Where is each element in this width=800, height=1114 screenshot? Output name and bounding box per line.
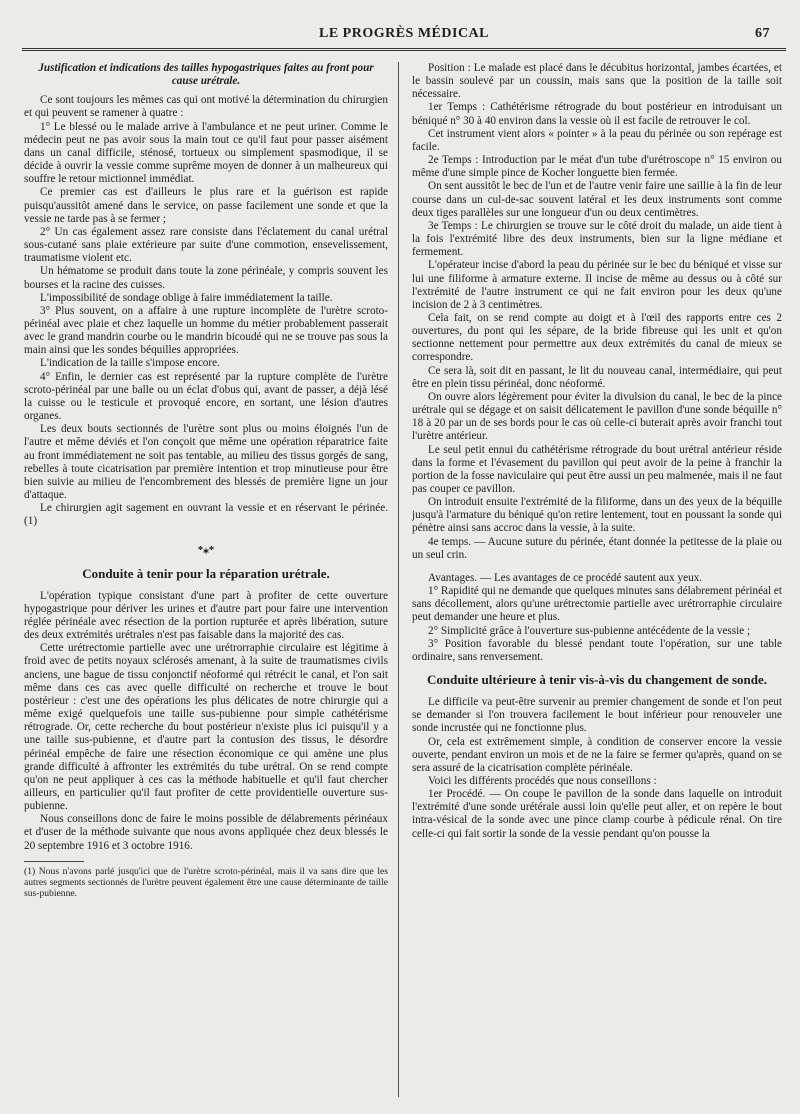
column-rule bbox=[398, 62, 399, 1097]
paragraph: Cette urétrectomie partielle avec une urétrorraphie circulaire est légitime à froid avec de petits noyaux sclérosés amenant, à la suite de traumatismes civils anciens, une bague de tissu conjonctif néoformé qui rétrécit le canal, et l'on sait même dans ces cas avec quelle difficulté on recherche et trouve le bout postérieur : c'est une des opérations les plus délicates de notre chirurgie qui a même exigé quelquefois une taille sus-pubienne pour simple cathétérisme rétrograde. Or, cette recherche du bout postérieur n'existe plus ici puisqu'il y a une taille sus-pubienne, et d'autre part la contusion des tissus, le désordre périnéal empêche de faire une résection économique ce qui amène une plus grande difficulté à affronter les extrémités du tube urétral. On se rend compte qu'on ne peut appliquer à ces cas la méthode habituelle et qu'il faut chercher ailleurs, en particulier qu'il faut profiter de cette providentielle ouverture sus-pubienne. bbox=[24, 642, 388, 813]
section-heading: Conduite à tenir pour la réparation urétrale. bbox=[82, 565, 330, 581]
spacer bbox=[412, 562, 782, 572]
paragraph: On introduit ensuite l'extrémité de la filiforme, dans un des yeux de la béquille jusqu'à l'armature du béniqué qu'on retire lentement, tout en poussant la sonde qui pénètre ainsi sans accroc dans la vessie, à la suite. bbox=[412, 496, 782, 535]
right-column bbox=[412, 62, 782, 841]
paragraph: Or, cela est extrêmement simple, à condition de conserver encore la vessie ouverte, pendant environ un mois et de ne la faire se fermer qu'après, quand on se sera assuré de la cicatrisation complète périnéale. bbox=[412, 735, 782, 774]
paragraph: Cela fait, on se rend compte au doigt et à l'œil des rapports entre ces 2 ouvertures, du pont qui les sépare, de la bride fibreuse qui les unit et qu'on sectionne nettement pour permettre aux deux extrémités du canal de mieux se correspondre. bbox=[412, 311, 782, 364]
paragraph: Position : Le malade est placé dans le décubitus horizontal, jambes écartées, et le bassin soulevé par un coussin, mais sans que la position de la taille soit nécessaire. bbox=[412, 62, 782, 101]
paragraph: 4° Enfin, le dernier cas est représenté par la rupture complète de l'urètre scroto-périnéal par une balle ou un éclat d'obus qui, avant de passer, a déjà lésé la cuisse ou le testicule et provoqué encore, en sortant, une lésion d'autres organes. bbox=[24, 370, 388, 423]
paragraph: Ce sera là, soit dit en passant, le lit du nouveau canal, intermédiaire, qui peut être en plein tissu périnéal, donc néoformé. bbox=[412, 364, 782, 390]
left-column bbox=[24, 62, 388, 899]
paragraph: Cet instrument vient alors « pointer » à la peau du périnée ou son repérage est facile. bbox=[412, 127, 782, 153]
paragraph: 1er Procédé. — On coupe le pavillon de la sonde dans laquelle on introduit l'extrémité d'une sonde urétérale aussi loin qu'elle peut aller, et on repère le bout intra-vésical de la sonde avec une pince clamp courbe à pédicule rénal. On tire celle-ci qui fait sortir la sonde de la vessie pendant qu'on pousse la bbox=[412, 788, 782, 840]
advantages-paragraph: 3° Position favorable du blessé pendant toute l'opération, sur une table ordinaire, sans renversement. bbox=[412, 637, 782, 663]
journal-title: LE PROGRÈS MÉDICAL bbox=[318, 26, 490, 41]
paragraph: Le difficile va peut-être survenir au premier changement de sonde et l'on peut se demander si l'on trouvera facilement le bout inférieur pour renouveler une sonde incrustée qui ne fonctionne plus. bbox=[412, 696, 782, 735]
advantages-paragraph: 2° Simplicité grâce à l'ouverture sus-pubienne antécédente de la vessie ; bbox=[428, 624, 751, 637]
paragraph: 2e Temps : Introduction par le méat d'un tube d'urétroscope n° 15 environ ou même d'une simple pince de Kocher longuette bien fermée. bbox=[412, 154, 782, 180]
paragraph: On ouvre alors légèrement pour éviter la divulsion du canal, le bec de la pince urétrale qui se dégage et on saisit délicatement le pavillon d'une sonde béquille n° 18 à 20 par un de ses bords pour le cas où celle-ci buterait après avoir franchi tout l'urètre antérieur. bbox=[412, 390, 782, 443]
advantages-paragraph: Avantages. — Les avantages de ce procédé sautent aux yeux. bbox=[428, 571, 703, 584]
paragraph: Un hématome se produit dans toute la zone périnéale, y compris souvent les bourses et la racine des cuisses. bbox=[24, 265, 388, 291]
paragraph: Nous conseillons donc de faire le moins possible de délabrements périnéaux et d'user de la méthode suivante que nous avons appliquée chez deux blessés le 20 septembre 1916 et 3 octobre 1916. bbox=[24, 813, 388, 852]
paragraph: 4e temps. — Aucune suture du périnée, étant donnée la petitesse de la plaie ou un seul crin. bbox=[412, 535, 782, 561]
paragraph: On sent aussitôt le bec de l'un et de l'autre venir faire une saillie à la fin de leur course dans un cul-de-sac souvent latéral et les deux instruments sont comme deux tiges parallèles sur une longueur d'un ou deux centimètres. bbox=[412, 180, 782, 219]
paragraph: 3° Plus souvent, on a affaire à une rupture incomplète de l'urètre scroto-périnéal avec plaie et chez laquelle un homme du métier probablement passerait avec le grand mandrin courbe ou le mandrin bicoudé qui ne se trouve pas sous la main ainsi que les sondes béquilles appropriées. bbox=[24, 304, 388, 357]
paragraph: L'opération typique consistant d'une part à profiter de cette ouverture hypogastrique pour dériver les urines et d'autre part pour faire une intervention réglée périnéale avec résection de la portion rupturée et après libération, suture des deux extrémités urétrales n'est pas faisable dans la majorité des cas. bbox=[24, 589, 388, 642]
section-separator: *⁎* bbox=[197, 544, 215, 557]
header-rule bbox=[22, 48, 786, 51]
paragraph: 1° Le blessé ou le malade arrive à l'ambulance et ne peut uriner. Comme le médecin peut ne pas avoir sous la main tout ce qu'il faut pour passer aisément dans un canal difficile, sténosé, tortueux ou simplement spasmodique, il se décide à ouvrir la vessie comme suprême moyen de donner à un malheureux qui souffre le retour mictionnel immédiat. bbox=[24, 120, 388, 186]
advantages-paragraph: 1° Rapidité qui ne demande que quelques minutes sans délabrement périnéal et sans décollement, alors qu'une urétrectomie partielle avec urétrorraphie circulaire peut demander une heure et plus. bbox=[412, 585, 782, 624]
paragraph: L'indication de la taille s'impose encore. bbox=[40, 357, 220, 370]
paragraph: Ce premier cas est d'ailleurs le plus rare et la guérison est rapide puisqu'aussitôt amené dans le service, on passe facilement une sonde et que la vessie ne tarde pas à se fermer ; bbox=[24, 186, 388, 225]
paragraph: Voici les différents procédés que nous conseillons : bbox=[428, 774, 657, 787]
page-number: 67 bbox=[755, 26, 770, 41]
section-heading: Conduite ultérieure à tenir vis-à-vis du changement de sonde. bbox=[426, 672, 768, 688]
paragraph: 2° Un cas également assez rare consiste dans l'éclatement du canal urétral sous-cutané sans plaie extérieure par suite d'une commotion, ensevelissement, traumatisme violent etc. bbox=[24, 225, 388, 265]
footnote: (1) Nous n'avons parlé jusqu'ici que de l'urètre scroto-périnéal, mais il va sans dire que les autres segments sectionnés de l'urètre peuvent également être une cause déterminante de taille sus-pubienne. bbox=[24, 865, 388, 899]
footnote-rule bbox=[24, 861, 84, 862]
paragraph: L'opérateur incise d'abord la peau du périnée sur le bec du béniqué et visse sur lui une filiforme à armature externe. Il incise de même au dessus ou à côté sur l'extrémité de l'autre instrument ce qui ne fait environ pour les deux qu'une incision de 2 à 3 centimètres. bbox=[412, 259, 782, 311]
paragraph: L'impossibilité de sondage oblige à faire immédiatement la taille. bbox=[40, 291, 333, 304]
section-subheading: Justification et indications des tailles hypogastriques faites au front pour cause urétrale. bbox=[38, 62, 374, 88]
paragraph: 3e Temps : Le chirurgien se trouve sur le côté droit du malade, un aide tient à la fois l'extrémité libre des deux instruments, bien sur la ligne médiane et fermement. bbox=[412, 219, 782, 259]
paragraph: 1er Temps : Cathétérisme rétrograde du bout postérieur en introduisant un béniqué n° 30 à 40 environ dans la vessie où il est facile de retrouver le col. bbox=[412, 101, 782, 127]
paragraph: Le seul petit ennui du cathétérisme rétrograde du bout urétral antérieur réside dans la forme et l'évasement du pavillon qui peut avoir de la peine à franchir la portion de la fosse naviculaire qui peut être aussi un peu malmenée, mais il ne faut pas couper ce pavillon. bbox=[412, 443, 782, 495]
running-head bbox=[22, 26, 786, 46]
paragraph: Ce sont toujours les mêmes cas qui ont motivé la détermination du chirurgien et qui peuvent se ramener à quatre : bbox=[24, 94, 388, 120]
paragraph: Le chirurgien agit sagement en ouvrant la vessie et en réservant le périnée. (1) bbox=[24, 502, 388, 528]
paragraph: Les deux bouts sectionnés de l'urètre sont plus ou moins éloignés l'un de l'autre et même déviés et l'on conçoit que même une opération réparatrice faite au front immédiatement ne soit pas tentable, au milieu des tissus gorgés de sang, rebelles à toute cicatrisation par première intention et trop minutieuse pour être bien suivie au milieu de l'encombrement des blessés de première ligne un jour d'attaque. bbox=[24, 423, 388, 501]
